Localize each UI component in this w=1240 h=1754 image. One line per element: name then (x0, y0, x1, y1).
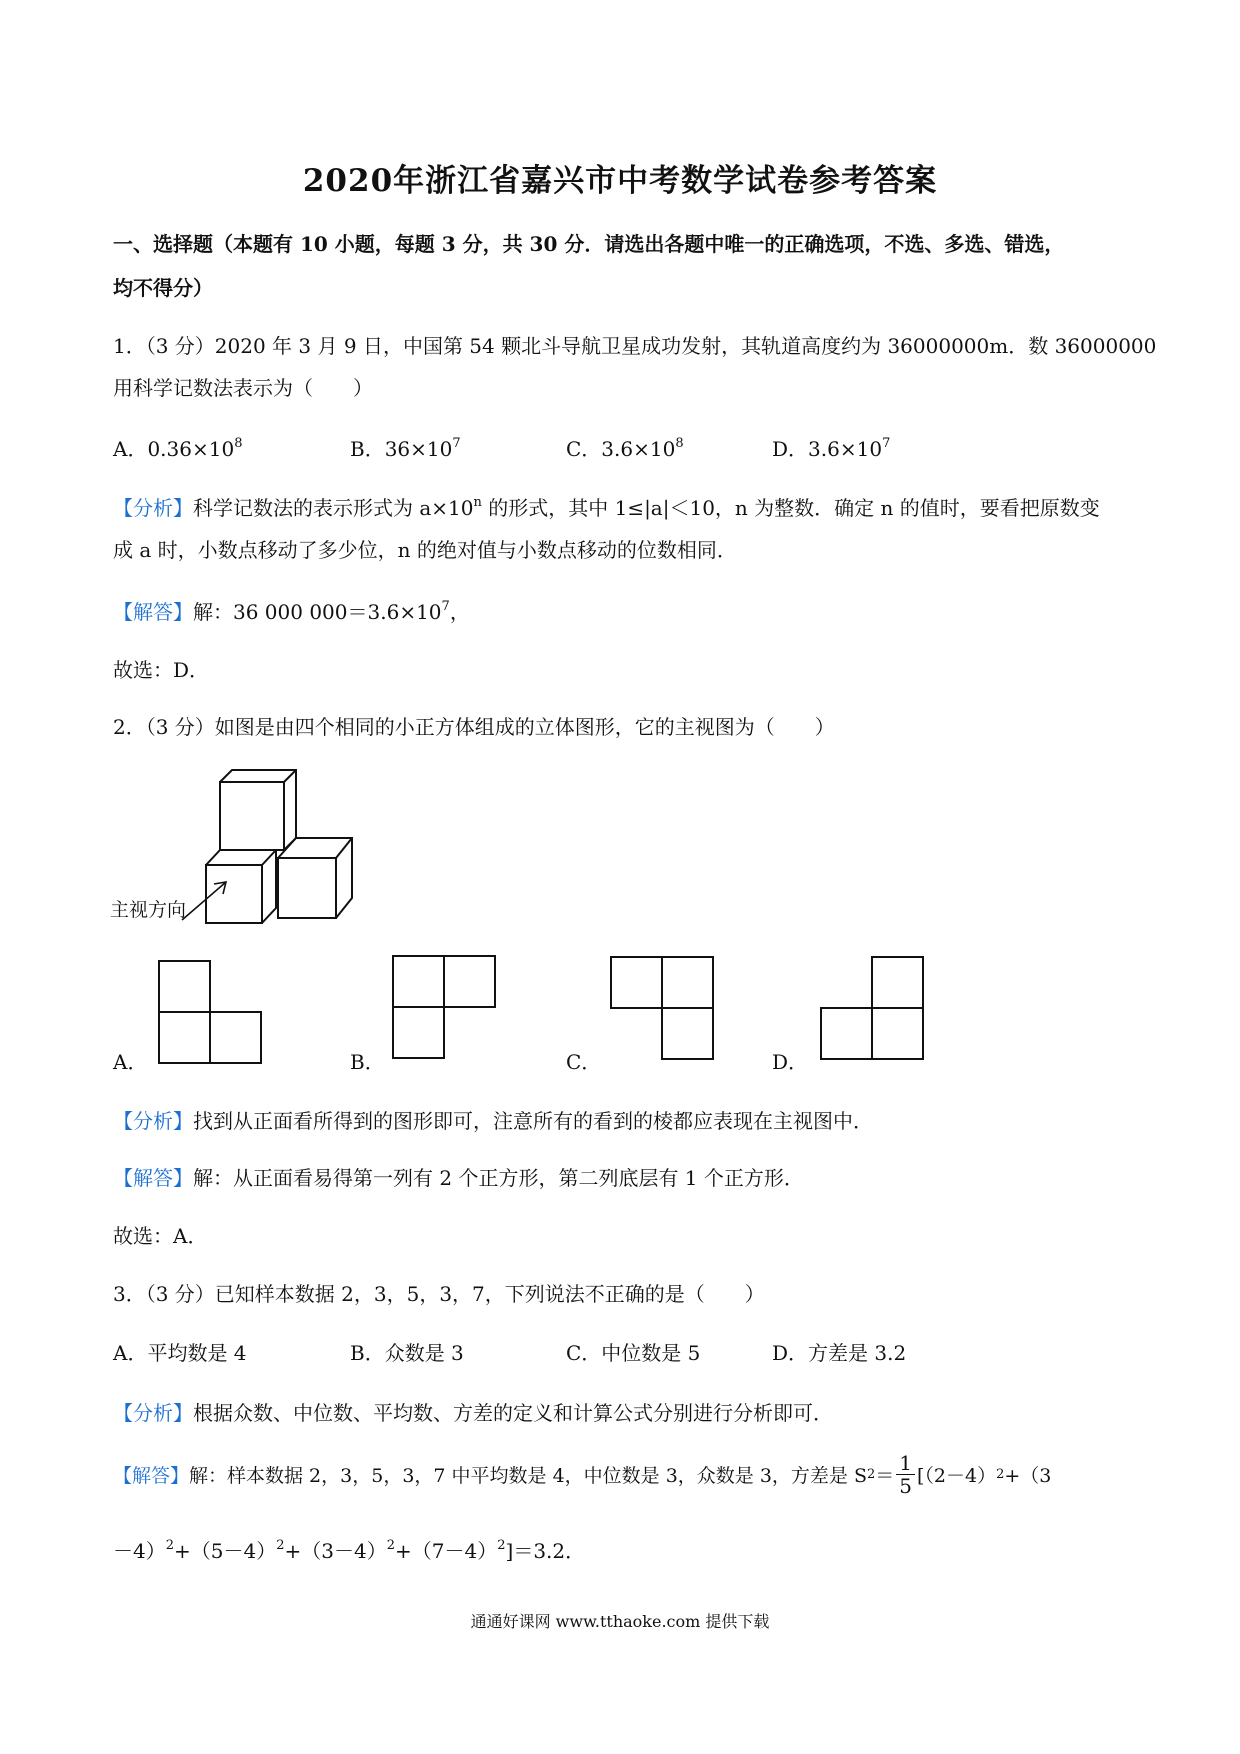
q1-option-b: B．$36\times 10^7$ (350, 436, 461, 461)
q3-stem: 3．（3 分）已知样本数据 2，3，5，3，7，下列说法不正确的是（ ） (113, 1282, 765, 1306)
q3-option-a: A．平均数是 4 (113, 1341, 247, 1365)
q2-option-b-figure (392, 955, 496, 1059)
q1-option-a: A．$0.36\times 10^8$ (113, 436, 243, 461)
q2-option-c-label: C． (566, 1050, 602, 1074)
view-direction-label: 主视方向 (110, 899, 187, 921)
q3-option-b: B．众数是 3 (350, 1341, 464, 1365)
q2-option-a-label: A． (113, 1050, 148, 1074)
analysis-tag: 【分析】 (113, 496, 193, 520)
page-title: 2020年浙江省嘉兴市中考数学试卷参考答案 (302, 163, 938, 199)
q3-analysis: 【分析】根据众数、中位数、平均数、方差的定义和计算公式分别进行分析即可． (113, 1401, 833, 1425)
q2-analysis: 【分析】找到从正面看所得到的图形即可，注意所有的看到的棱都应表现在主视图中． (113, 1109, 873, 1133)
q1-analysis-cont: 成 a 时，小数点移动了多少位，n 的绝对值与小数点移动的位数相同． (113, 538, 737, 562)
q2-option-c-figure (610, 956, 714, 1060)
page-footer: 通通好课网 www.tthaoke.com 提供下载 (470, 1612, 770, 1631)
fraction: $\frac{1}{5}$ (896, 1452, 915, 1497)
answer-tag: 【解答】 (113, 1465, 190, 1487)
q2-option-b-label: B． (350, 1050, 385, 1074)
q1-stem-cont: 用科学记数法表示为（ ） (113, 376, 373, 400)
analysis-tag: 【分析】 (113, 1109, 193, 1133)
q3-answer-cont: $-4)^2+(5-4)^2+(3-4)^2+(7-4)^2]=3.2$． (113, 1538, 586, 1563)
q2-option-d-figure (820, 956, 924, 1060)
q1-option-d: D．$3.6\times 10^7$ (772, 436, 891, 461)
q1-choice: 故选：D． (113, 658, 210, 682)
q2-choice: 故选：A． (113, 1224, 208, 1248)
analysis-tag: 【分析】 (113, 1401, 193, 1425)
section-heading-cont: 均不得分） (113, 276, 213, 300)
q1-stem: 1．（3 分）2020 年 3 月 9 日，中国第 54 颗北斗导航卫星成功发射，其轨道高度约为 36000000m．数 36000000 (113, 334, 1157, 358)
q2-answer: 【解答】解：从正面看易得第一列有 2 个正方形，第二列底层有 1 个正方形． (113, 1166, 804, 1190)
q3-option-c: C．中位数是 5 (566, 1341, 701, 1365)
q1-answer: 【解答】解：36 000 $000=3.6\times 10^7$， (113, 599, 470, 624)
answer-tag: 【解答】 (113, 600, 193, 624)
q1-analysis: 【分析】科学记数法的表示形式为 $a\times 10^n$ 的形式，其中 1≤|a|＜10，n 为整数．确定 n 的值时，要看把原数变 (113, 495, 1100, 520)
q2-stem: 2．（3 分）如图是由四个相同的小正方体组成的立体图形，它的主视图为（ ） (113, 715, 835, 739)
q3-option-d: D．方差是 3.2 (772, 1341, 907, 1365)
q3-answer: 【解答】 解：样本数据 2，3，5，3，7 中平均数是 4，中位数是 3，众数是 3，方差是 S 2 ＝ $\frac{1}{5}$ [（2－4） 2 +（3 (113, 1451, 1052, 1498)
q2-option-d-label: D． (772, 1050, 809, 1074)
answer-tag: 【解答】 (113, 1166, 193, 1190)
section-heading: 一、选择题（本题有 10 小题，每题 3 分，共 30 分．请选出各题中唯一的正确选项，不选、多选、错选， (113, 232, 1065, 256)
q1-option-c: C．$3.6\times 10^8$ (566, 436, 684, 461)
q2-option-a-figure (158, 960, 262, 1064)
